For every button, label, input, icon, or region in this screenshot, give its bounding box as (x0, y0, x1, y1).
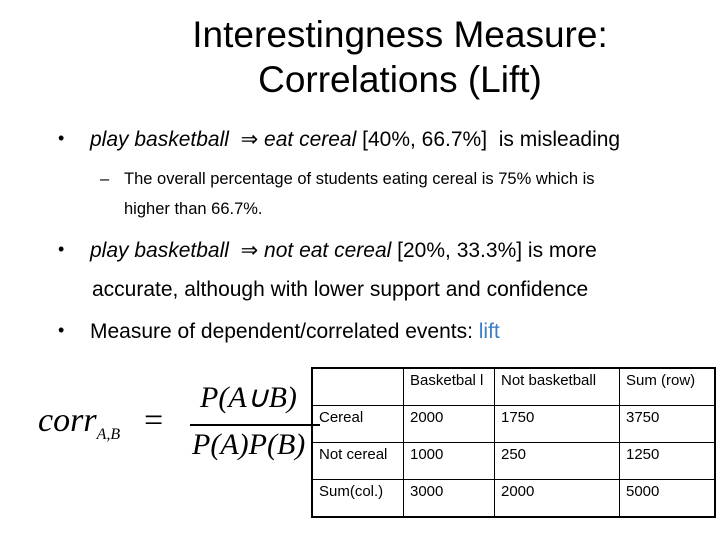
table-row (312, 480, 715, 518)
table-header-cell (312, 368, 404, 406)
table-cell: 250 (495, 443, 620, 480)
sub-bullet-line2: higher than 66.7%. (124, 200, 263, 218)
bullet-dot: • (58, 128, 65, 148)
table-cell: Not cereal (312, 443, 404, 480)
table-cell: 5000 (620, 480, 716, 518)
rule-stats: [40%, 66.7%] (362, 128, 488, 151)
bullet-dot: • (58, 320, 65, 340)
bullet-2-line2: accurate, although with lower support and confidence (92, 278, 589, 301)
table-cell: 2000 (404, 406, 495, 443)
rule-stats: [20%, 33.3%] is more (397, 239, 597, 262)
table-cell: 1000 (404, 443, 495, 480)
sub-dash: – (100, 170, 110, 188)
rule-lhs: play basketball (90, 128, 229, 151)
bullet-3 (90, 319, 500, 345)
rule-lhs: play basketball (90, 239, 229, 262)
table-header-cell: Not basketball (495, 368, 620, 406)
table-header-cell: Basketbal l (404, 368, 495, 406)
lift-formula (38, 376, 306, 466)
table-cell: 3000 (404, 480, 495, 518)
table-header-cell: Sum (row) (620, 368, 716, 406)
formula-numerator: P(A∪B) (200, 381, 297, 414)
table-cell: 2000 (495, 480, 620, 518)
implies-arrow: ⇒ (240, 128, 259, 151)
page-title-line1: Interestingness Measure: (192, 14, 608, 55)
fraction-bar (190, 424, 320, 426)
rule-rhs: not eat cereal (264, 239, 392, 262)
implies-arrow: ⇒ (240, 239, 259, 262)
table-cell: 3750 (620, 406, 716, 443)
table-row (312, 443, 715, 480)
table-cell: 1250 (620, 443, 716, 480)
table-cell: 1750 (495, 406, 620, 443)
formula-equals: = (144, 402, 164, 439)
bullet-1 (90, 127, 620, 153)
table-cell: Sum(col.) (312, 480, 404, 518)
formula-denominator: P(A)P(B) (192, 428, 306, 461)
table-row (312, 406, 715, 443)
lift-term: lift (478, 320, 500, 343)
bullet-2 (90, 238, 597, 264)
formula-lhs: corr$_{A,B}$ (38, 402, 121, 443)
contingency-table (311, 367, 716, 518)
bullet-dot: • (58, 239, 65, 259)
formula-subscript: A,B (96, 425, 121, 443)
table-header-row (312, 368, 715, 406)
table-cell: Cereal (312, 406, 404, 443)
sub-bullet-line1: The overall percentage of students eating cereal is 75% which is (124, 170, 595, 188)
rule-rhs: eat cereal (264, 128, 357, 151)
rule-tail: is misleading (498, 128, 621, 151)
page-title-line2: Correlations (Lift) (258, 59, 542, 100)
bullet-3-text: Measure of dependent/correlated events: (90, 320, 473, 343)
